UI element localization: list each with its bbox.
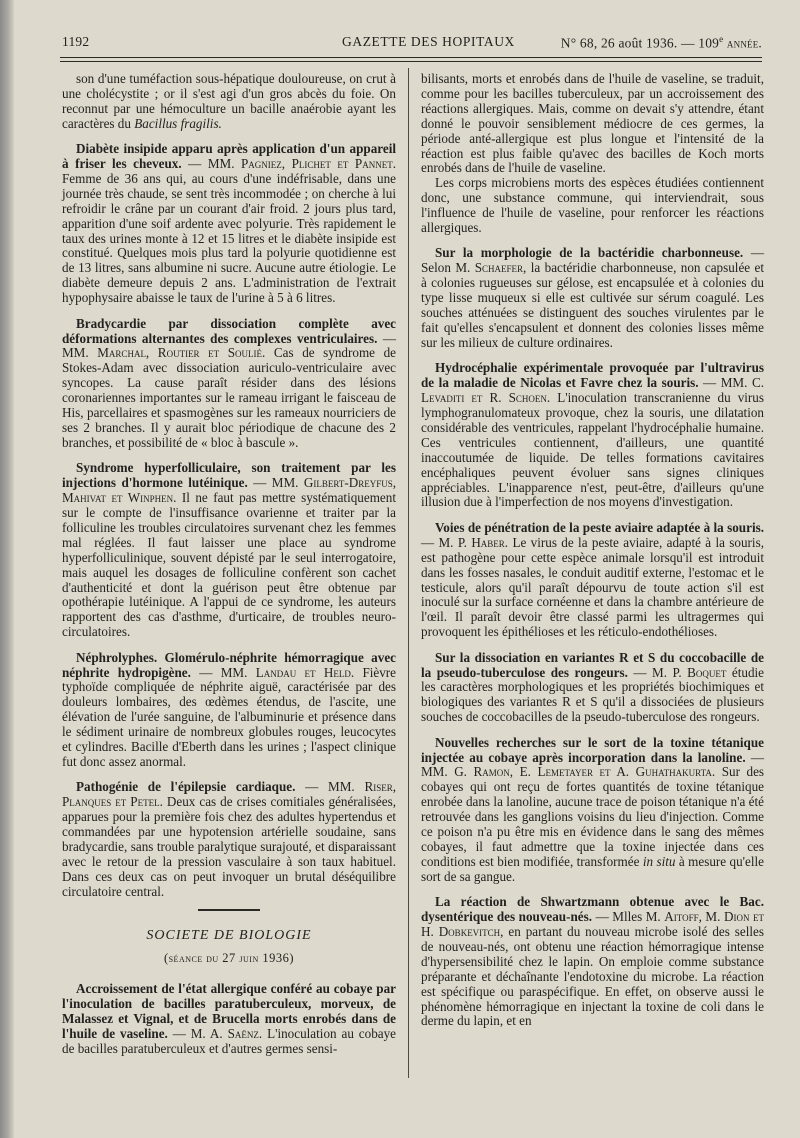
article-authors: Boquet <box>687 664 727 680</box>
article-authors: Haber. <box>471 534 509 550</box>
article-body: Il ne faut pas mettre systématiquement sur le compte de l'insuffisance ovarienne et traiter par la folliculine les troubles circulatoires survenant chez les femmes mal réglées. Il faut laisser une place au syndrome hyperfolliculinique, souvent dépisté par le seul interrogatoire, mais auquel les dosages de folliculine confèrent son cachet d'authenticité et dont la guérison peut être obtenue par opothérapie lutéinique. A l'appui de ce syndrome, les auteurs rapportent des cas d'asthme, d'urticaire, de troubles neuro-circulatoires. <box>62 490 396 640</box>
article-title: Pathogénie de l'épilepsie cardiaque. <box>76 779 296 795</box>
in-situ: in situ <box>642 853 676 869</box>
article-coccobacille: Sur la dissociation en variantes R et S du coccobacille de la pseudo-tuberculose des rongeurs. — M. P. Boquet étudie les caractères morphologiques et les propriétés biochimiques et biologiques des variantes R et S qu'il a dissociées de plusieurs souches de coccobacilles de la pseudo-tuberculose des rongeurs. <box>421 649 765 725</box>
article-title: Accroissement de l'état allergique conféré au cobaye par l'inoculation de bacilles paratuberculeux, morveux, de Malassez et Vignal, et de Brucella morts enrobés dans de l'huile de vaseline. <box>62 981 396 1042</box>
article-authors: Levaditi et R. Schoen. <box>421 390 551 406</box>
article-hydrocephalie: Hydrocéphalie expérimentale provoquée par l'ultravirus de la maladie de Nicolas et Favre chez la souris. — MM. C. Levaditi et R. Schoen. L'inoculation transcranienne du virus lymphogranulomateux provoque, chez la souris, une dilatation considérable des ventricules, rappelant l'hydrocéphalie humaine. Ces ventricules contiennent, d'ailleurs, une quantité inaccoutumée de liquide. De telles formations cavitaires encéphaliques peuvent évoluer sans signes cliniques appréciables. L'inapparence n'est, peut-être, d'ailleurs qu'une illusion due à l'imperfection de nos moyens d'investigation. <box>421 360 764 510</box>
article-authors: Aitoff, M. Dion et H. Dobkevitch, <box>421 909 764 940</box>
article-allergie: Accroissement de l'état allergique conféré au cobaye par l'inoculation de bacilles paratuberculeux, morveux, de Malassez et Vignal, et de Brucella morts enrobés dans de l'huile de vaseline. — M. A. Saënz. L'inoculation au cobaye de bacilles paratuberculeux et d'autres germes sensi- <box>62 981 396 1057</box>
seance-date: (séance du 27 juin 1936) <box>163 950 295 965</box>
article-body: la bactéridie charbonneuse, non capsulée et à colonies rugueuses sur gélose, est encapsulée et à colonies du type lisse muqueux si elle est cultivée sur sérum coagulé. Les souches atténuées se distinguent des souches virulentes par le fait qu'elles s'encapsulent et donnent des colonies lisses même sur les milieux de culture ordinaires. <box>421 260 764 350</box>
article-authors: Riser, Planques et Petel. <box>62 779 396 810</box>
article-nephrite: Néphrolyphes. Glomérulo-néphrite hémorragique avec néphrite hydropigène. — MM. Landau et Held. Fièvre typhoïde compliquée de néphrite aiguë, caractérisée par des douleurs lombaires, des œdèmes étendus, de l'ascite, une élévation de l'urée sanguine, de l'albuminurie et présence dans le sédiment urinaire de nombreux globules rouges, leucocytes et cylindres. Bacille d'Eberth dans les urines ; l'aspect clinique fut donc assez anormal. <box>62 649 397 769</box>
article-continuation: bilisants, morts et enrobés dans de l'huile de vaseline, se traduit, comme pour les bacilles tuberculeux, par un accroissement des réactions allergiques. Mais, comme on devait s'y attendre, étant donné le pouvoir sensiblement médiocre de ces germes, la période anté-allergique est plus longue et l'intensité de la réaction est plus faible qu'avec des bacilles de Koch morts enrobés dans de l'huile de vaseline. <box>421 71 764 176</box>
journal-title: GAZETTE DES HOPITAUX <box>342 34 515 49</box>
article-title: Néphrolyphes. Glomérulo-néphrite hémorragique avec néphrite hydropigène. <box>62 649 396 680</box>
header-rule-top <box>60 57 762 58</box>
header-rule-bottom <box>60 61 762 62</box>
issue-suffix: année. <box>726 35 762 51</box>
article-authors: Schaefer, <box>474 260 527 276</box>
article-body: Deux cas de crises comitiales généralisées, apparues pour la première fois chez des adultes hypertendus et commandées par une hypotension artérielle soudaine, sans bradycardie, sans trouble paralytique surajouté, et disparaissant avec le retour de la pression vasculaire à son taux habituel. Dans ces deux cas on peut invoquer un brutal déséquilibre circulatoire central. <box>62 794 396 899</box>
article-title: Nouvelles recherches sur le sort de la toxine tétanique injectée au cobaye après incorporation dans la lanoline. <box>421 734 764 765</box>
article-authors: Marchal, Routier et Soulié. <box>97 345 266 361</box>
issue-info <box>561 34 762 52</box>
article-authors: Gilbert-Dreyfus, Mahivat et Winphen. <box>62 475 396 506</box>
issue-sup: e <box>719 34 724 44</box>
article-bacteridie: Sur la morphologie de la bactéridie charbonneuse. — Selon M. Schaefer, la bactéridie charbonneuse, non capsulée et à colonies rugueuses sur gélose, est encapsulée et à colonies du type lisse muqueux si elle est cultivée sur sérum coagulé. Les souches atténuées se distinguent des souches virulentes par le fait qu'elles s'encapsulent et donnent des colonies lisses même sur les milieux de culture ordinaires. <box>421 245 764 350</box>
article-toxine-tetanique: Nouvelles recherches sur le sort de la toxine tétanique injectée au cobaye après incorporation dans la lanoline. — MM. G. Ramon, E. Lemetayer et A. Guhathakurta. Sur des cobayes qui ont reçu de fortes quantités de toxine tétanique enrobée dans la lanoline, aucune trace de poison tétanique n'a été retrouvée dans les ganglions voisins du lieu d'injection. Comme ce poison n'a pu être mis en évidence dans le sang des mêmes cobayes, il faut admettre que la toxine injectée dans ces conditions est bien modifiée, transformée in situ à mesure qu'elle sort de sa gangue. <box>421 734 765 884</box>
article-continuation-2: Les corps microbiens morts des espèces étudiées contiennent donc, une substance commune, qui interviendrait, sous l'influence de l'huile de vaseline, pour renforcer les réactions allergiques. <box>421 175 764 236</box>
article-hyperfolliculaire: Syndrome hyperfolliculaire, son traitement par les injections d'hormone lutéinique. — MM. Gilbert-Dreyfus, Mahivat et Winphen. Il ne faut pas mettre systématiquement sur le compte de l'insuffisance ovarienne et traiter par la folliculine les troubles circulatoires survenant chez les femmes mal réglées. Il faut laisser une place au syndrome hyperfolliculinique, souvent dépisté par le seul interrogatoire, mais auquel les dosages de folliculine confèrent son cachet d'authenticité et dont la guérison peut être obtenue par opothérapie lutéinique. A l'appui de ce syndrome, les auteurs rapportent des cas d'asthme, d'urticaire, de troubles neuro-circulatoires. <box>62 460 396 640</box>
article-title: Sur la morphologie de la bactéridie charbonneuse. <box>435 245 744 261</box>
binding-edge <box>0 0 14 1138</box>
bacillus-name: Bacillus fragilis. <box>134 115 222 131</box>
article-authors: Ramon, E. Lemetayer et A. Guhathakurta. <box>473 764 716 780</box>
left-column <box>62 72 396 1057</box>
article-title: Syndrome hyperfolliculaire, son traitement par les injections d'hormone lutéinique. <box>62 460 396 491</box>
article-body: L'inoculation transcranienne du virus lymphogranulomateux provoque, chez la souris, une dilatation considérable des ventricules, rappelant l'hydrocéphalie humaine. Ces ventricules contiennent, d'ailleurs, une quantité inaccoutumée de liquide. De telles formations cavitaires encéphaliques peuvent évoluer sans signes cliniques appréciables. L'inapparence n'est, peut-être, d'ailleurs qu'une illusion due à l'imperfection de nos moyens d'investigation. <box>421 390 764 510</box>
issue-prefix: N° 68, 26 août 1936. — 109 <box>560 35 720 51</box>
article-body: Femme de 36 ans qui, au cours d'une indéfrisable, dans une journée très chaude, se sent très incommodée ; on cherche à lui refroidir le crâne par un courant d'air froid. 2 jours plus tard, apparition d'une soif ardente avec polyurie. Très rapidement le taux des urines monte à 12 et 15 litres et le diabète insipide est constitué. Quelques mois plus tard la polyurie quotidienne est de 13 litres, sans albumine ni sucre. Aucune autre étiologie. Le diabète demeure depuis 2 ans. L'administration de l'extrait hypophysaire abaisse le taux de l'urine à 5 à 6 litres. <box>62 170 396 306</box>
page-number: 1192 <box>62 34 90 49</box>
article-body: L'inoculation au cobaye de bacilles paratuberculeux et d'autres germes sensi- <box>62 1026 396 1057</box>
article-peste-aviaire: Voies de pénétration de la peste aviaire adaptée à la souris. — M. P. Haber. Le virus de la peste aviaire, adapté à la souris, est pathogène pour cette espèce animale lorsqu'il est introduit dans les fosses nasales, le conduit auditif externe, l'estomac et le testicule, alors qu'il paraît dépourvu de toute action s'il est inoculé sur la surface cornéenne et dans la chambre antérieure de l'œil. Il paraît devoir être classé parmi les ultragermes qui provoquent les épithélioses et les réticulo-endothélioses. <box>421 519 764 640</box>
article-title: Sur la dissociation en variantes R et S du coccobacille de la pseudo-tuberculose des rongeurs. <box>421 649 764 680</box>
article-authors: Pagniez, Plichet et Pannet. <box>241 156 397 172</box>
article-title: Voies de pénétration de la peste aviaire adaptée à la souris. <box>435 519 764 535</box>
article-title: Hydrocéphalie expérimentale provoquée par l'ultravirus de la maladie de Nicolas et Favre chez la souris. <box>421 360 764 391</box>
right-column <box>421 72 764 1029</box>
section-separator <box>198 909 260 911</box>
article-body: étudie les caractères morphologiques et les propriétés biochimiques et biologiques des variantes R et S qu'il a dissociées de plusieurs souches de coccobacilles de la pseudo-tuberculose des rongeurs. <box>421 664 765 725</box>
article-body: Le virus de la peste aviaire, adapté à la souris, est pathogène pour cette espèce animale lorsqu'il est introduit dans les fosses nasales, le conduit auditif externe, l'estomac et le testicule, alors qu'il paraît dépourvu de toute action s'il est inoculé sur la surface cornéenne et dans la chambre antérieure de l'œil. Il paraît devoir être classé parmi les ultragermes qui provoquent les épithélioses et les réticulo-endothélioses. <box>421 534 764 640</box>
article-title: Diabète insipide apparu après application d'un appareil à friser les cheveux. <box>62 141 396 172</box>
section-heading: SOCIETE DE BIOLOGIE <box>146 927 312 943</box>
article-epilepsie: Pathogénie de l'épilepsie cardiaque. — MM. Riser, Planques et Petel. Deux cas de crises comitiales généralisées, apparues pour la première fois chez des adultes hypertendus et commandées par une hypotension artérielle soudaine, sans bradycardie, sans trouble paralytique surajouté, et disparaissant avec le retour de la pression vasculaire à son taux habituel. Dans ces deux cas on peut invoquer un brutal déséquilibre circulatoire central. <box>62 779 396 899</box>
article-shwartzmann: La réaction de Shwartzmann obtenue avec le Bac. dysentérique des nouveau-nés. — Mlles M. Aitoff, M. Dion et H. Dobkevitch, en partant du nouveau microbe isolé des selles de nouveau-nés, ont obtenu une réaction hémorragique intense d'hypersensibilité chez le lapin. On emploie comme substance préparante et déchaînante l'endotoxine du microbe. La réaction est spécifique ou paraspécifique. En effet, on observe aussi le phénomène hémorragique en injectant la toxine de coli dans le derme du lapin, et en <box>421 894 764 1029</box>
article-continuation: son d'une tuméfaction sous-hépatique douloureuse, on crut à une cholécystite ; or il s'est agi d'un gros abcès du foie. On reconnut par une hémoculture un bacille anaérobie ayant les caractères du Bacillus fragilis. <box>62 71 396 131</box>
article-body: en partant du nouveau microbe isolé des selles de nouveau-nés, ont obtenu une réaction hémorragique intense d'hypersensibilité chez le lapin. On emploie comme substance préparante et déchaînante l'endotoxine du microbe. La réaction est spécifique ou paraspécifique. En effet, on observe aussi le phénomène hémorragique en injectant la toxine de coli dans le derme du lapin, et en <box>421 924 764 1029</box>
article-authors: Saënz. <box>227 1026 263 1042</box>
article-title: Bradycardie par dissociation complète avec déformations alternantes des complexes ventriculaires. <box>62 315 396 346</box>
article-body: Cas de syndrome de Stokes-Adam avec dissociation auriculo-ventriculaire avec syncopes. La cause paraît résider dans des lésions coronariennes importantes sur le rameau irrigant le faisceau de His, parcellaires et spasmogènes sur les rameaux nourriciers de ses 2 branches. Il y aurait bloc périodique de chacune des 2 branches, et possibilité de « bloc à bascule ». <box>62 345 396 450</box>
article-title: La réaction de Shwartzmann obtenue avec le Bac. dysentérique des nouveau-nés. <box>421 894 764 925</box>
running-header <box>62 34 762 52</box>
article-bradycardie: Bradycardie par dissociation complète avec déformations alternantes des complexes ventriculaires. — MM. Marchal, Routier et Soulié. Cas de syndrome de Stokes-Adam avec dissociation auriculo-ventriculaire avec syncopes. La cause paraît résider dans des lésions coronariennes importantes sur le rameau irrigant le faisceau de His, parcellaires et spasmogènes sur les rameaux nourriciers de ses 2 branches. Il y aurait bloc périodique de chacune des 2 branches, et possibilité de « bloc à bascule ». <box>62 315 396 450</box>
column-divider <box>408 68 409 1078</box>
article-body: Fièvre typhoïde compliquée de néphrite aiguë, caractérisée par des douleurs lombaires, des œdèmes étendus, de l'ascite, une élévation de l'urée sanguine, de l'albuminurie et présence dans le sédiment urinaire de nombreux globules rouges, leucocytes et cylindres. Bacille d'Eberth dans les urines ; l'aspect clinique fut donc assez anormal. <box>62 664 397 769</box>
article-authors: Landau et Held. <box>255 664 355 680</box>
article-diabete: Diabète insipide apparu après application d'un appareil à friser les cheveux. — MM. Pagniez, Plichet et Pannet. Femme de 36 ans qui, au cours d'une indéfrisable, dans une journée très chaude, se sent très incommodée ; on cherche à lui refroidir le crâne par un courant d'air froid. 2 jours plus tard, apparition d'une soif ardente avec polyurie. Très rapidement le taux des urines monte à 12 et 15 litres et le diabète insipide est constitué. Quelques mois plus tard la polyurie quotidienne est de 13 litres, sans albumine ni sucre. Aucune autre étiologie. Le diabète demeure depuis 2 ans. L'administration de l'extrait hypophysaire abaisse le taux de l'urine à 5 à 6 litres. <box>62 141 397 306</box>
article-body: Sur des cobayes qui ont reçu de fortes quantités de toxine tétanique enrobée dans la lanoline, aucune trace de poison tétanique n'a été retrouvée dans les ganglions voisins du lieu d'injection. Comme ce poison n'a pu être mis en évidence dans le sang des mêmes cobayes, il faut admettre que la toxine injectée dans ces conditions est bien modifiée, transformée <box>421 764 765 869</box>
